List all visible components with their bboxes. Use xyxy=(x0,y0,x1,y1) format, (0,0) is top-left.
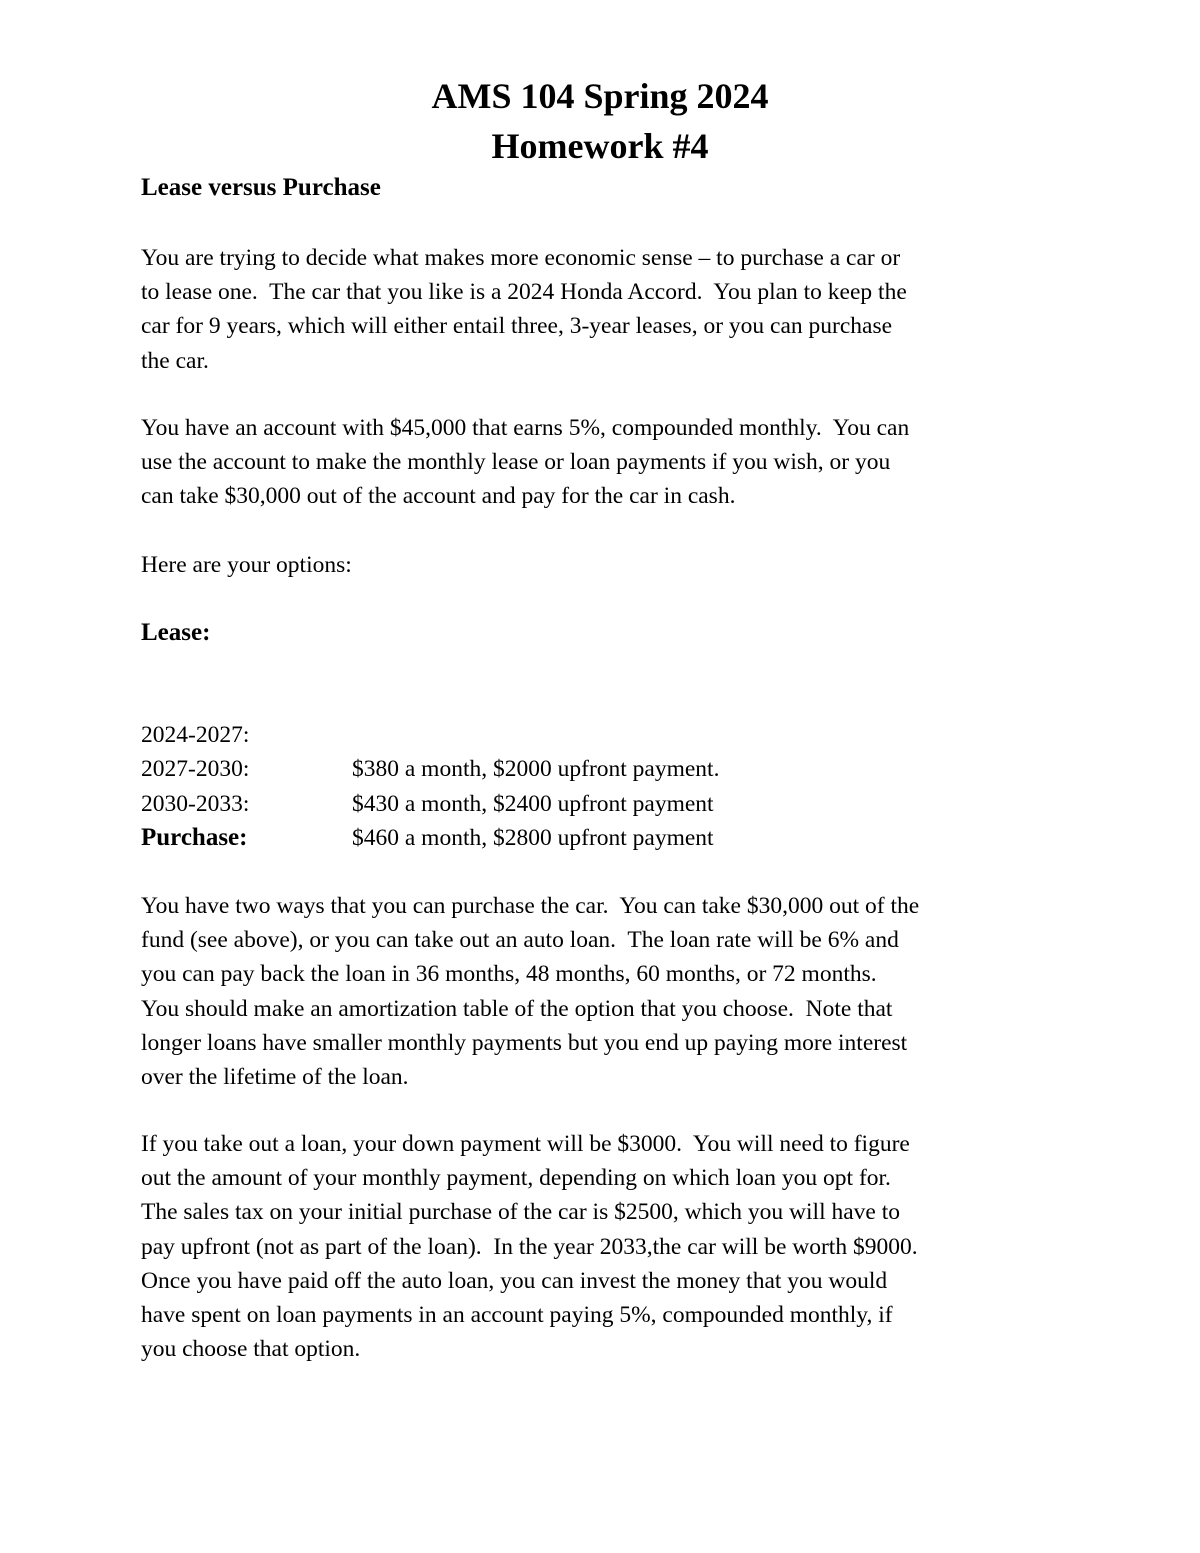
text-line: longer loans have smaller monthly payments but you end up paying more interest xyxy=(141,1029,908,1056)
lease-terms: $430 a month, $2400 upfront payment xyxy=(352,790,714,817)
text-line: you can pay back the loan in 36 months, 48 months, 60 months, or 72 months. xyxy=(141,961,877,988)
lease-heading: Lease: xyxy=(141,619,211,646)
options-intro xyxy=(141,548,1071,582)
loan-paragraph xyxy=(141,1127,1071,1366)
text-line: car for 9 years, which will either entail three, 3-year leases, or you can purchase xyxy=(141,313,893,340)
lease-period: 2027-2030: xyxy=(141,756,250,783)
text-line: If you take out a loan, your down payment will be $3000. You will need to figure xyxy=(141,1131,910,1157)
text-line: fund (see above), or you can take out an auto loan. The loan rate will be 6% and xyxy=(141,927,899,954)
text-line: have spent on loan payments in an account paying 5%, compounded monthly, if xyxy=(141,1302,893,1329)
text-line: to lease one. The car that you like is a 2024 Honda Accord. You plan to keep the xyxy=(141,279,907,306)
text-line: the car. xyxy=(141,347,209,374)
text-line: Once you have paid off the auto loan, you can invest the money that you would xyxy=(141,1267,888,1294)
purchase-heading: Purchase: xyxy=(141,824,248,851)
text-line: you choose that option. xyxy=(141,1336,361,1363)
account-paragraph xyxy=(141,411,1071,514)
section-heading: Lease versus Purchase xyxy=(141,174,381,201)
text-line: Here are your options: xyxy=(141,552,352,578)
lease-period: 2030-2033: xyxy=(141,790,250,817)
text-line: The sales tax on your initial purchase of the car is $2500, which you will have to xyxy=(141,1199,900,1226)
lease-terms: $380 a month, $2000 upfront payment. xyxy=(352,756,720,783)
text-line: You should make an amortization table of the option that you choose. Note that xyxy=(141,995,893,1022)
text-line: You have two ways that you can purchase the car. You can take $30,000 out of the xyxy=(141,893,920,919)
text-line: You are trying to decide what makes more economic sense – to purchase a car or xyxy=(141,245,901,271)
document-title: AMS 104 Spring 2024 xyxy=(431,76,769,116)
purchase-paragraph xyxy=(141,889,1071,1094)
lease-period: 2024-2027: xyxy=(141,722,250,749)
intro-paragraph xyxy=(141,241,1071,378)
document-subtitle: Homework #4 xyxy=(491,126,709,166)
text-line: use the account to make the monthly lease or loan payments if you wish, or you xyxy=(141,449,891,476)
text-line: can take $30,000 out of the account and pay for the car in cash. xyxy=(141,483,736,510)
text-line: over the lifetime of the loan. xyxy=(141,1064,409,1091)
lease-terms: $460 a month, $2800 upfront payment xyxy=(352,824,714,851)
text-line: out the amount of your monthly payment, depending on which loan you opt for. xyxy=(141,1165,891,1192)
text-line: You have an account with $45,000 that earns 5%, compounded monthly. You can xyxy=(141,415,910,441)
text-line: pay upfront (not as part of the loan). In the year 2033,the car will be worth $9000. xyxy=(141,1233,918,1260)
